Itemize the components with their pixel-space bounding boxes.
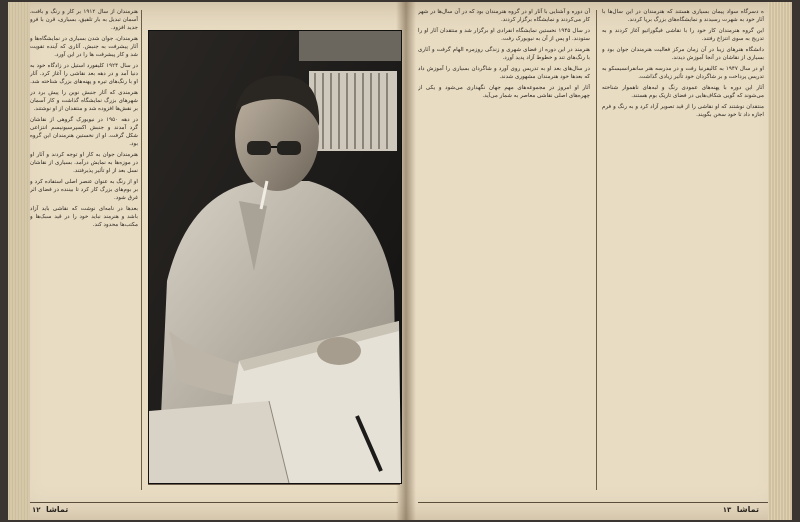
paragraph: دانشگاه هنرهای زیبا در آن زمان مرکز فعالیت هنرمندان جوان بود و بسیاری از نقاشان در آنجا آموزش دیدند. [602, 47, 764, 61]
photo-bottom-rule [148, 484, 400, 489]
paragraph: آن دوره و آشنایی با آثار او در گروه هنرمندان بود که در آن سال‌ها در شهر کار می‌کردند و نمایشگاه برگزار کردند. [418, 9, 590, 23]
footer-rule-left [30, 502, 398, 503]
masthead-logo: تماشا [45, 505, 69, 514]
paragraph: هنرمندان، جوان شدن بسیاری در نمایشگاه‌ها و آثار پیشرفت به جنبش. آثاری که آینده تقویت شد و کار پیشرفت ها را در این آورد. [30, 36, 138, 58]
right-page-text-column-2 [602, 8, 764, 498]
paragraph: در سال‌های بعد او به تدریس روی آورد و شاگردان بسیاری را آموزش داد که بعدها خود هنرمندان مشهوری شدند. [418, 66, 590, 80]
paragraph: در سال ۱۹۲۴ کلیفورد استیل در زادگاه خود به دنیا آمد و در دهه بعد نقاشی را آغاز کرد. آثار او با رنگ‌های تیره و پهنه‌های بزرگ شناخته شد. [30, 63, 138, 85]
left-page-text-column [30, 8, 138, 498]
paragraph: در سال ۱۹۴۵ نخستین نمایشگاه انفرادی او برگزار شد و منتقدان آثار او را ستودند. او پس از آن به نیویورک رفت. [418, 28, 590, 42]
paragraph: هنرمندی که آثار جنبش نوین را پیش برد در شهرهای بزرگ نمایشگاه گذاشت و کار آسمان بر نقش‌ها افزوده شد و منتقدان از او نوشتند. [30, 90, 138, 112]
page-edge-right [768, 2, 792, 520]
column-rule [596, 10, 597, 490]
footer-rule-right [418, 502, 768, 503]
masthead-logo: تماشا [736, 505, 759, 514]
page-number: ۱۲ [32, 506, 41, 514]
paragraph: او در سال ۱۹۴۷ به کالیفرنیا رفت و در مدرسه هنر سانفرانسیسکو به تدریس پرداخت و بر شاگردان خود تأثیر زیادی گذاشت. [602, 66, 764, 80]
page-number: ۱۳ [722, 506, 732, 514]
paragraph: آثار او امروز در مجموعه‌های مهم جهان نگهداری می‌شود و یکی از چهره‌های اصلی نقاشی معاصر به شمار می‌آید. [418, 85, 590, 99]
paragraph: این گروه هنرمندان کار خود را با نقاشی فیگوراتیو آغاز کردند و به تدریج به سوی انتزاع رفتند. [602, 28, 764, 42]
page-edge-left [8, 2, 30, 520]
folio-right [723, 505, 762, 514]
paragraph: آثار این دوره با پهنه‌های عمودی رنگ و لبه‌های ناهموار شناخته می‌شوند که گویی شکاف‌هایی در فضای تاریک بوم هستند. [602, 85, 764, 99]
paragraph: هنرمندان از سال ۱۹۱۲ بر کار و رنگ و بافت، آسمان تبدیل به بار تلفیق، بسیاری، قرن با فرو جدید افزود. [30, 9, 138, 31]
magazine-spread [8, 2, 792, 520]
paragraph: منتقدان نوشتند که او نقاشی را از قید تصویر آزاد کرد و به رنگ و فرم اجازه داد تا خود سخن بگویند. [602, 104, 764, 118]
portrait-illustration [149, 31, 401, 483]
portrait-photo [148, 30, 402, 484]
paragraph: ه دسرگاه سواد پیمان بسیاری هستند که هنرمندان در این سال‌ها با آثار خود به شهرت رسیدند و نمایشگاه‌های بزرگ برپا کردند. [602, 9, 764, 23]
paragraph: هنرمند در این دوره از فضای شهری و زندگی روزمره الهام گرفت و آثاری با رنگ‌های تند و خطوط آزاد پدید آورد. [418, 47, 590, 61]
paragraph: او از رنگ به عنوان عنصر اصلی استفاده کرد و بر بوم‌های بزرگ کار کرد تا بیننده در فضای اثر غرق شود. [30, 179, 138, 201]
folio-left [32, 505, 71, 514]
paragraph: هنرمندان جوان به کار او توجه کردند و آثار او در موزه‌ها به نمایش درآمد. بسیاری از نقاشان نسل بعد از او تأثیر پذیرفتند. [30, 152, 138, 174]
column-rule [141, 10, 142, 490]
right-page-text-column-1 [418, 8, 590, 498]
paragraph: بعدها در نامه‌ای نوشت که نقاشی باید آزاد باشد و هنرمند نباید خود را در قید سبک‌ها و مکتب‌ها محدود کند. [30, 206, 138, 228]
paragraph: در دهه ۱۹۵۰ در نیویورک گروهی از نقاشان گرد آمدند و جنبش اکسپرسیونیسم انتزاعی شکل گرفت. او از نخستین هنرمندان این گروه بود. [30, 117, 138, 147]
